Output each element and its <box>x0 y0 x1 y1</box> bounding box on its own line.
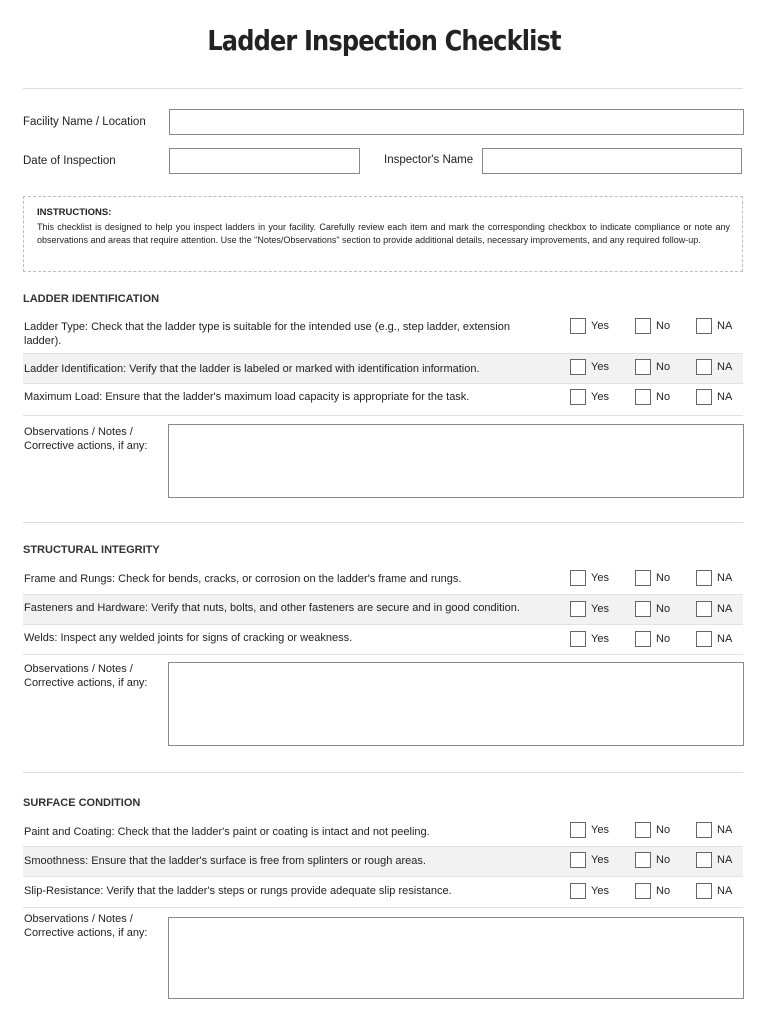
date-input[interactable] <box>169 148 360 174</box>
na-label: NA <box>717 361 733 373</box>
no-label: No <box>656 854 671 866</box>
yes-label: Yes <box>591 824 609 836</box>
na-label: NA <box>717 572 733 584</box>
na-checkbox[interactable] <box>696 852 712 868</box>
section-divider <box>23 522 743 523</box>
yes-checkbox[interactable] <box>570 318 586 334</box>
na-checkbox[interactable] <box>696 631 712 647</box>
section-heading-ladder-identification: LADDER IDENTIFICATION <box>23 293 160 305</box>
na-label: NA <box>717 854 733 866</box>
yes-checkbox[interactable] <box>570 601 586 617</box>
na-checkbox[interactable] <box>696 883 712 899</box>
checklist-row <box>23 314 743 354</box>
no-checkbox[interactable] <box>635 883 651 899</box>
na-label: NA <box>717 391 733 403</box>
page-title: Ladder Inspection Checklist <box>207 24 561 57</box>
item-ladder-type: Ladder Type: Check that the ladder type is suitable for the intended use (e.g., step ladder, extension ladder). <box>24 321 510 347</box>
no-label: No <box>656 572 671 584</box>
na-checkbox[interactable] <box>696 359 712 375</box>
no-label: No <box>656 824 671 836</box>
inspector-label: Inspector's Name <box>384 154 474 166</box>
checklist-row <box>23 877 743 908</box>
observations-label: Observations / Notes / Corrective actions, if any: <box>24 663 148 689</box>
na-checkbox[interactable] <box>696 389 712 405</box>
no-checkbox[interactable] <box>635 631 651 647</box>
item-welds: Welds: Inspect any welded joints for signs of cracking or weakness. <box>24 632 353 644</box>
no-checkbox[interactable] <box>635 318 651 334</box>
checklist-row <box>23 565 743 595</box>
yes-label: Yes <box>591 320 609 332</box>
item-fasteners-and-hardware: Fasteners and Hardware: Verify that nuts, bolts, and other fasteners are secure and in good condition. <box>24 602 520 614</box>
yes-label: Yes <box>591 572 609 584</box>
yes-checkbox[interactable] <box>570 570 586 586</box>
section-divider <box>23 772 743 773</box>
observations-textarea[interactable] <box>168 917 744 999</box>
observations-textarea[interactable] <box>168 424 744 498</box>
yes-checkbox[interactable] <box>570 852 586 868</box>
no-checkbox[interactable] <box>635 570 651 586</box>
instructions-box <box>23 196 743 272</box>
checklist-row <box>23 625 743 655</box>
yes-label: Yes <box>591 391 609 403</box>
instructions-body: This checklist is designed to help you inspect ladders in your facility. Carefully review each item and mark the corresponding checkbox to indicate compliance or note any observations and areas that require attention. Use the "Notes/Observations" section to provide additional details, necessary improvements, and any required follow-up. <box>37 222 730 245</box>
no-label: No <box>656 633 671 645</box>
yes-checkbox[interactable] <box>570 389 586 405</box>
yes-checkbox[interactable] <box>570 359 586 375</box>
checklist-row <box>23 817 743 847</box>
facility-label: Facility Name / Location <box>23 116 146 128</box>
no-label: No <box>656 391 671 403</box>
observations-label: Observations / Notes / Corrective actions, if any: <box>24 913 148 939</box>
na-label: NA <box>717 603 733 615</box>
no-checkbox[interactable] <box>635 601 651 617</box>
section-heading-surface-condition: SURFACE CONDITION <box>23 797 141 809</box>
yes-checkbox[interactable] <box>570 631 586 647</box>
section-heading-structural-integrity: STRUCTURAL INTEGRITY <box>23 544 160 556</box>
na-label: NA <box>717 320 733 332</box>
checklist-row <box>23 384 743 416</box>
na-label: NA <box>717 824 733 836</box>
item-paint-and-coating: Paint and Coating: Check that the ladder's paint or coating is intact and not peeling. <box>24 826 430 838</box>
item-slip-resistance: Slip-Resistance: Verify that the ladder's steps or rungs provide adequate slip resistance. <box>24 885 452 897</box>
no-checkbox[interactable] <box>635 822 651 838</box>
instructions-heading: INSTRUCTIONS: <box>37 207 112 218</box>
no-label: No <box>656 320 671 332</box>
item-maximum-load: Maximum Load: Ensure that the ladder's maximum load capacity is appropriate for the task. <box>24 391 470 403</box>
no-checkbox[interactable] <box>635 852 651 868</box>
no-checkbox[interactable] <box>635 359 651 375</box>
no-checkbox[interactable] <box>635 389 651 405</box>
facility-input[interactable] <box>169 109 744 135</box>
yes-label: Yes <box>591 603 609 615</box>
yes-label: Yes <box>591 885 609 897</box>
title-divider <box>23 88 743 89</box>
no-label: No <box>656 885 671 897</box>
na-checkbox[interactable] <box>696 318 712 334</box>
yes-label: Yes <box>591 361 609 373</box>
yes-label: Yes <box>591 854 609 866</box>
no-label: No <box>656 603 671 615</box>
checklist-row <box>23 847 743 877</box>
na-checkbox[interactable] <box>696 570 712 586</box>
na-label: NA <box>717 633 733 645</box>
inspector-input[interactable] <box>482 148 742 174</box>
yes-label: Yes <box>591 633 609 645</box>
na-checkbox[interactable] <box>696 822 712 838</box>
checklist-row <box>23 354 743 384</box>
item-ladder-identification: Ladder Identification: Verify that the ladder is labeled or marked with identification information. <box>24 363 480 375</box>
item-frame-and-rungs: Frame and Rungs: Check for bends, cracks, or corrosion on the ladder's frame and rungs. <box>24 573 462 585</box>
observations-label: Observations / Notes / Corrective actions, if any: <box>24 426 148 452</box>
yes-checkbox[interactable] <box>570 883 586 899</box>
date-label: Date of Inspection <box>23 155 116 167</box>
checklist-row <box>23 595 743 625</box>
item-smoothness: Smoothness: Ensure that the ladder's surface is free from splinters or rough areas. <box>24 855 426 867</box>
observations-textarea[interactable] <box>168 662 744 746</box>
no-label: No <box>656 361 671 373</box>
na-checkbox[interactable] <box>696 601 712 617</box>
yes-checkbox[interactable] <box>570 822 586 838</box>
na-label: NA <box>717 885 733 897</box>
